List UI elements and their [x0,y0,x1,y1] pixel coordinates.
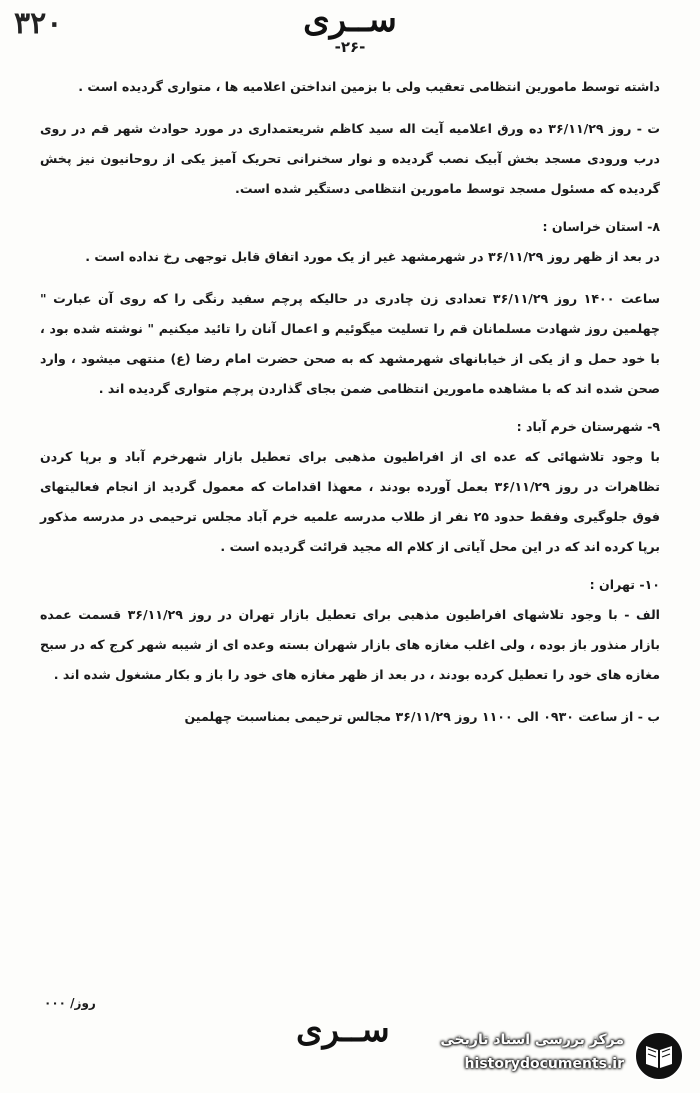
paragraph-mashhad-flag: ساعت ۱۴۰۰ روز ۳۶/۱۱/۲۹ تعدادی زن چادری در حالیکه پرچم سفید رنگی را که روی آن عبارت " چهلمین روز شهادت مسلمانان قم را تسلیت میگوئیم و اعمال آنان را تائید میکنیم " نوشته شده بود ، با خود حمل و از یکی از خیابانهای شهرمشهد که به صحن حضرت امام رضا (ع) منتهی میشود ، وارد صحن شده اند که با مشاهده مامورین انتظامی ضمن بجای گذاردن پرچم متواری گردیده اند . [40,291,660,396]
book-logo-icon [632,1030,686,1082]
section-heading-khorramabad: ۹- شهرستان خرم آباد : [516,419,660,434]
paragraph-qom-mosque: ت - روز ۳۶/۱۱/۲۹ ده ورق اعلامیه آیت اله سید کاظم شریعتمداری در مورد حوادث شهر قم در روی درب ورودی مسجد بخش آبیک نصب گردیده و نوار سخنرانی تحریک آمیز یکی از روحانیون نیز پخش گردیده که مسئول مسجد توسط مامورین انتظامی دستگیر شده است. [40,121,660,196]
handwritten-page-number: ۳۲۰ [14,6,63,41]
paragraph-mashhad-summary: در بعد از ظهر روز ۳۶/۱۱/۲۹ در شهرمشهد غیر از یک مورد اتفاق قابل توجهی رخ نداده است . [85,249,660,264]
section-heading-tehran: ۱۰- تهران : [589,577,660,592]
paragraph-continuation: داشته توسط مامورین انتظامی تعقیب ولی با بزمین انداختن اعلامیه ها ، متواری گردیده است . [78,79,660,94]
document-body [40,72,660,732]
page-number: -۲۶- [334,38,366,56]
classification-header: ســری [303,0,397,40]
paragraph-tehran-be: ب - از ساعت ۰۹۳۰ الی ۱۱۰۰ روز ۳۶/۱۱/۲۹ مجالس ترحیمی بمناسبت چهلمین [184,709,660,724]
section-heading-khorasan: ۸- استان خراسان : [542,219,660,234]
watermark-name: مرکز بررسی اسناد تاریخی [440,1032,624,1048]
watermark-url: historydocuments.ir [464,1056,624,1072]
classification-footer: ســری [296,1010,390,1050]
date-stamp: روز/ ۰۰۰ [44,996,96,1010]
paragraph-tehran-alef: الف - با وجود تلاشهای افراطیون مذهبی برای تعطیل بازار تهران در روز ۳۶/۱۱/۲۹ قسمت عمده بازار منذور باز بوده ، ولی اغلب مغازه های بازار شهران بسته وعده ای از شیبه شهر کرج که در سبح مغازه های خود را تعطیل کرده بودند ، در بعد از ظهر مغازه های خود را باز و بکار مشغول شده اند . [40,607,660,682]
paragraph-khorramabad: با وجود تلاشهائی که عده ای از افراطیون مذهبی برای تعطیل بازار شهرخرم آباد و برپا کردن تظاهرات در روز ۳۶/۱۱/۲۹ بعمل آورده بودند ، معهذا اقدامات که معمول گردید از انجام فعالیتهای فوق جلوگیری وفقط حدود ۲۵ نفر از طلاب مدرسه علمیه خرم آباد مجلس ترحیمی در مدرسه مذکور برپا کرده اند که در این محل آیاتی از کلام اله مجید قرائت گردیده است . [40,449,660,554]
watermark [420,1028,690,1084]
